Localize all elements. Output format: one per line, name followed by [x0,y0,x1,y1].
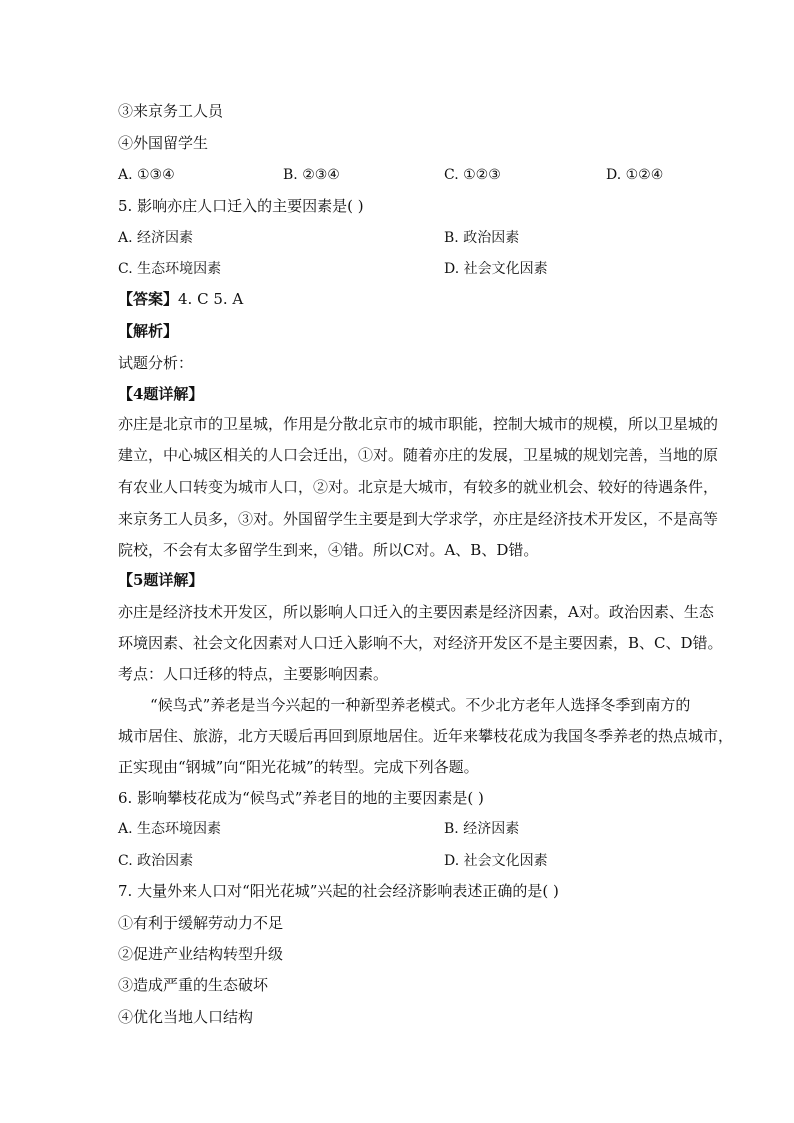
q6-option-d: D. 社会文化因素 [444,853,548,869]
analysis-intro: 试题分析： [118,354,194,372]
q5-option-a: A. 经济因素 [118,230,194,246]
q4-detail-heading: 【4题详解】 [118,385,204,403]
q4-detail-line: 建立，中心城区相关的人口会迁出，①对。随着亦庄的发展，卫星城的规划完善，当地的原 [118,446,719,464]
q4-detail-line: 亦庄是北京市的卫星城，作用是分散北京市的城市职能，控制大城市的规模，所以卫星城的 [118,415,719,433]
q6-stem: 6. 影响攀枝花成为“候鸟式”养老目的地的主要因素是( ) [118,789,484,807]
q4-detail-line: 有农业人口转变为城市人口，②对。北京是大城市，有较多的就业机会、较好的待遇条件， [118,478,719,496]
q7-item: ①有利于缓解劳动力不足 [118,914,284,932]
q3-item-3: ③来京务工人员 [118,102,224,120]
passage-line: 正实现由“钢城”向“阳光花城”的转型。完成下列各题。 [118,758,479,776]
q3-option-b: B. ②③④ [283,167,340,183]
answer-label: 【答案】 [118,290,179,308]
q4-detail-line: 来京务工人员多，③对。外国留学生主要是到大学求学，亦庄是经济技术开发区，不是高等 [118,510,719,528]
q6-option-c: C. 政治因素 [118,853,194,869]
q3-option-a: A. ①③④ [118,167,175,183]
q6-option-a: A. 生态环境因素 [118,821,222,837]
q3-option-d: D. ①②④ [606,167,664,183]
q5-option-b: B. 政治因素 [444,230,520,246]
q7-item: ②促进产业结构转型升级 [118,945,284,963]
q4-detail-line: 院校，不会有太多留学生到来，④错。所以C对。A、B、D错。 [118,541,539,559]
q5-detail-heading: 【5题详解】 [118,571,204,589]
passage-line: “候鸟式”养老是当今兴起的一种新型养老模式。不少北方老年人选择冬季到南方的 [150,696,691,714]
q7-item: ③造成严重的生态破坏 [118,976,269,994]
q3-item-4: ④外国留学生 [118,134,209,152]
q5-option-c: C. 生态环境因素 [118,261,222,277]
q5-detail-line: 环境因素、社会文化因素对人口迁入影响不大，对经济开发区不是主要因素，B、C、D错。 [118,634,723,652]
passage-line: 城市居住、旅游，北方天暖后再回到原地居住。近年来攀枝花成为我国冬季养老的热点城市， [118,727,734,745]
kaodian-line: 考点：人口迁移的特点，主要影响因素。 [118,665,389,683]
answer-line [118,290,243,308]
q5-option-d: D. 社会文化因素 [444,261,548,277]
answer-text: 4. C 5. A [178,290,244,308]
q6-option-b: B. 经济因素 [444,821,520,837]
q5-detail-line: 亦庄是经济技术开发区，所以影响人口迁入的主要因素是经济因素，A对。政治因素、生态 [118,603,714,621]
q7-stem: 7. 大量外来人口对“阳光花城”兴起的社会经济影响表述正确的是( ) [118,882,559,900]
q3-option-c: C. ①②③ [444,167,501,183]
q7-item: ④优化当地人口结构 [118,1008,254,1026]
q5-stem: 5. 影响亦庄人口迁入的主要因素是( ) [118,197,364,215]
analysis-label: 【解析】 [118,322,179,340]
